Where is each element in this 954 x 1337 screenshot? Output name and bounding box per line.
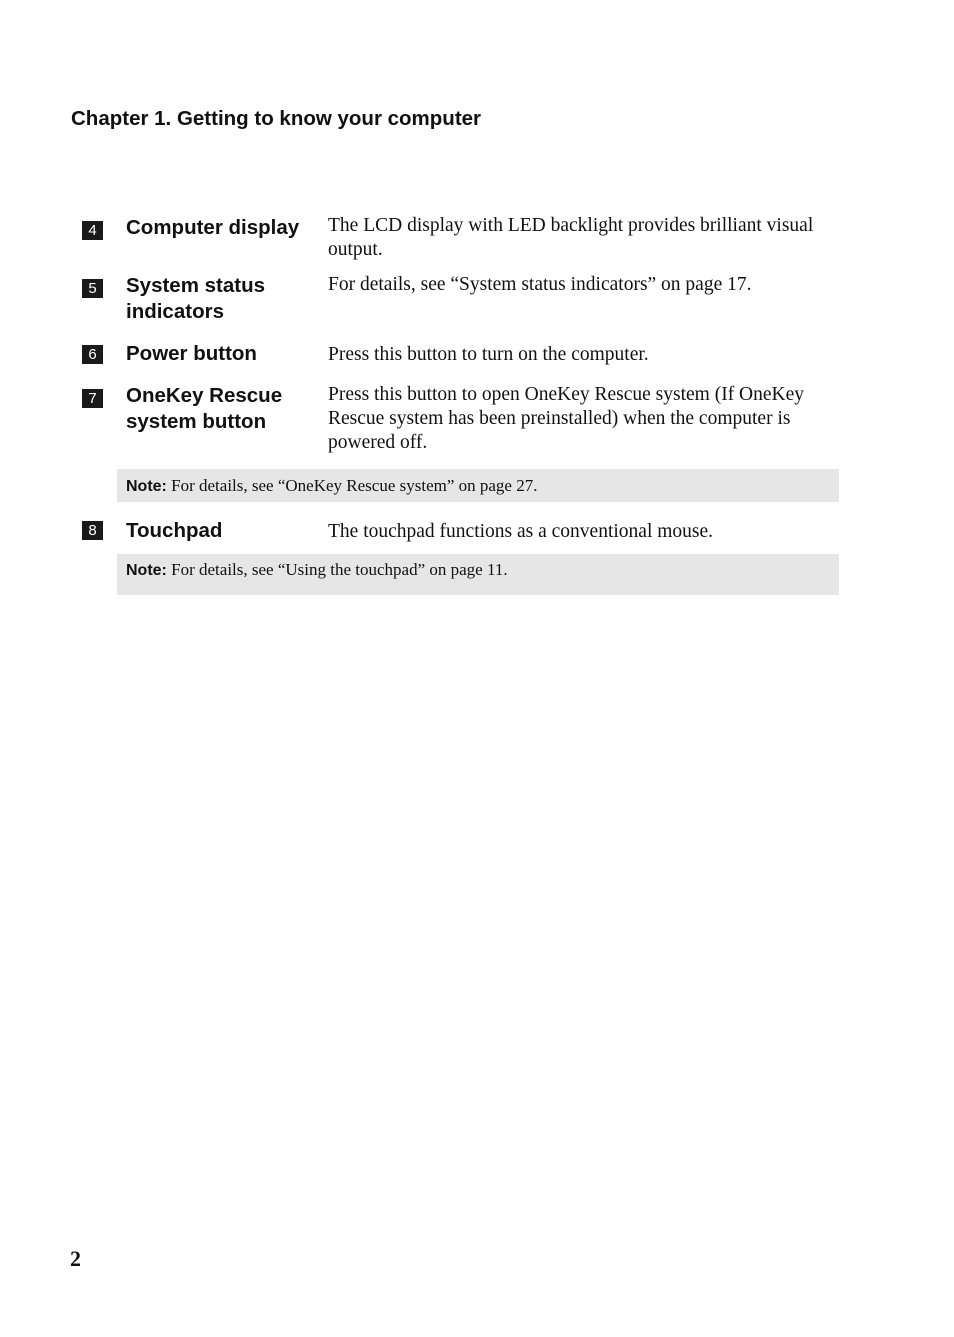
note-box — [117, 469, 839, 502]
item-term: Power button — [126, 342, 257, 365]
item-number-badge: 5 — [82, 279, 103, 298]
item-number-badge: 8 — [82, 521, 103, 540]
chapter-title: Chapter 1. Getting to know your computer — [71, 107, 482, 130]
item-description: The LCD display with LED backlight provides brilliant visual output. — [328, 215, 814, 260]
list-item-system-status-indicators — [82, 273, 842, 329]
list-item-onekey-rescue-system-button — [82, 383, 842, 459]
note-label: Note: — [126, 562, 167, 579]
list-item-computer-display — [82, 214, 842, 266]
list-item-touchpad — [82, 518, 842, 548]
note-box — [117, 554, 839, 595]
item-term: System status indicators — [126, 274, 266, 323]
item-number-badge: 6 — [82, 345, 103, 364]
item-description: For details, see “System status indicators” on page 17. — [328, 274, 752, 295]
note-text: For details, see “Using the touchpad” on page 11. — [166, 560, 508, 579]
item-term: OneKey Rescue system button — [126, 384, 283, 433]
item-number-badge: 4 — [82, 221, 103, 240]
item-number-badge: 7 — [82, 389, 103, 408]
item-description: Press this button to open OneKey Rescue system (If OneKey Rescue system has been preinstalled) when the computer is powered off. — [328, 384, 805, 453]
note-label: Note: — [126, 478, 167, 495]
list-item-power-button — [82, 341, 842, 371]
item-term: Computer display — [126, 216, 300, 239]
item-term: Touchpad — [126, 519, 223, 542]
page-number: 2 — [70, 1246, 81, 1271]
item-description: The touchpad functions as a conventional mouse. — [328, 521, 714, 542]
item-description: Press this button to turn on the computer. — [328, 344, 649, 365]
note-text: For details, see “OneKey Rescue system” on page 27. — [166, 476, 538, 495]
